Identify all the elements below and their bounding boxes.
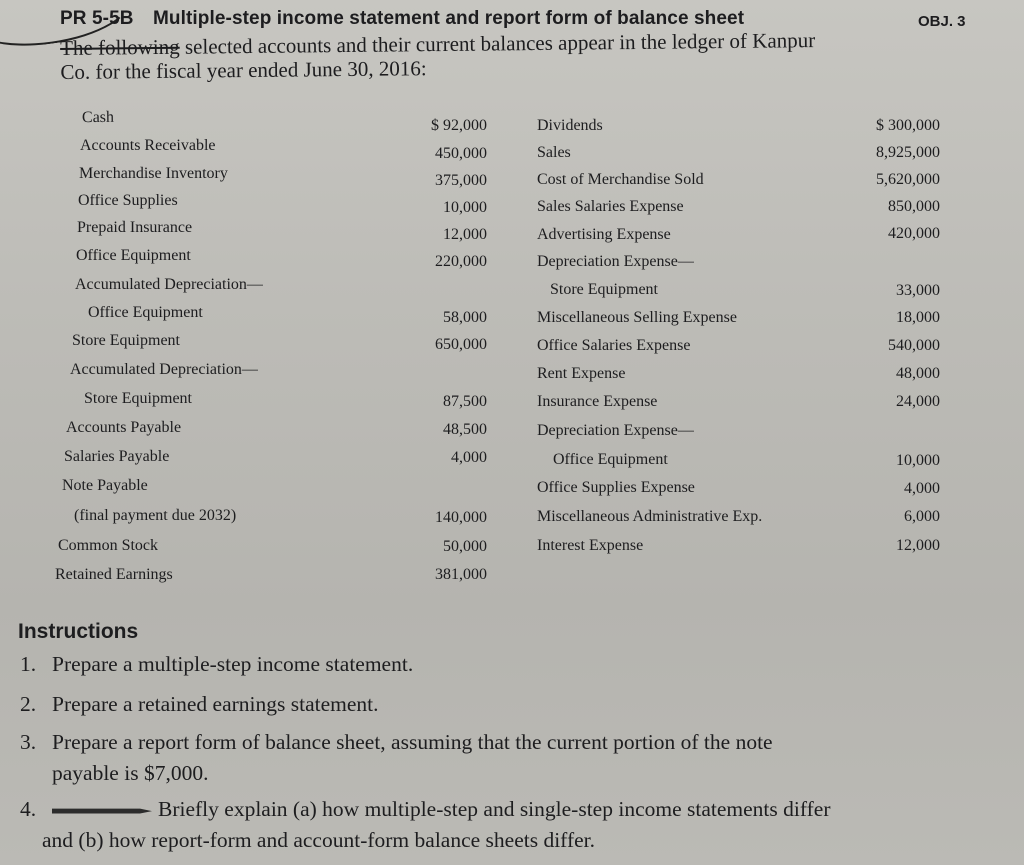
instruction-item [20,730,773,755]
left-account-name: Office Supplies [78,192,178,209]
right-account-amount: 5,620,000 [876,171,940,188]
left-account-name: (final payment due 2032) [74,507,237,524]
right-account-name: Insurance Expense [537,393,658,410]
left-account-name: Store Equipment [84,390,192,407]
instruction-number: 4. [20,797,37,821]
left-account-name: Store Equipment [72,332,180,349]
intro-struck-text: The following [60,34,180,60]
left-account-amount: 140,000 [435,509,487,526]
right-account-name: Office Salaries Expense [537,337,691,354]
left-account-name: Common Stock [58,537,159,554]
right-account-amount: 12,000 [896,537,940,554]
left-account-name: Office Equipment [88,304,203,321]
right-account-name: Dividends [537,117,603,134]
left-account-amount: 48,500 [443,421,487,438]
left-account-amount: $ 92,000 [431,117,487,134]
instructions-heading: Instructions [18,620,139,643]
intro-paragraph [60,26,1000,84]
instruction-number: 3. [20,730,37,754]
instruction-text: Prepare a multiple-step income statement. [52,652,414,676]
instruction-text: and (b) how report-form and account-form balance sheets differ. [42,828,596,852]
right-account-amount: 8,925,000 [876,144,940,161]
instruction-number: 1. [20,652,37,676]
right-account-name: Depreciation Expense— [537,422,694,439]
right-account-amount: 850,000 [888,198,940,215]
right-account-name: Miscellaneous Selling Expense [537,309,737,326]
right-account-name: Office Equipment [553,451,668,468]
right-account-name: Sales [537,144,571,161]
intro-line1-rest: selected accounts and their current balances appear in the ledger of Kanpur [179,28,816,59]
right-account-name: Sales Salaries Expense [537,198,684,215]
left-account-name: Note Payable [62,477,148,494]
instruction-item [20,692,379,717]
instruction-item [20,797,830,822]
instruction-text: Prepare a report form of balance sheet, assuming that the current portion of the note [52,730,773,754]
left-account-amount: 50,000 [443,538,487,555]
problem-title: Multiple-step income statement and report form of balance sheet [152,8,745,29]
right-account-name: Interest Expense [537,537,644,554]
instruction-text: payable is $7,000. [52,761,209,785]
left-account-name: Office Equipment [76,247,191,264]
right-account-amount: 10,000 [896,452,940,469]
right-account-amount: 18,000 [896,309,940,326]
problem-code: PR 5-5B [60,8,134,29]
right-account-amount: $ 300,000 [876,117,940,134]
left-account-amount: 10,000 [443,199,487,216]
intro-line2: Co. for the fiscal year ended June 30, 2016: [60,56,427,84]
left-account-name: Retained Earnings [55,566,173,583]
right-account-amount: 24,000 [896,393,940,410]
right-account-name: Depreciation Expense— [537,253,694,270]
instruction-text: Briefly explain (a) how multiple-step and single-step income statements differ [158,797,831,821]
left-account-amount: 375,000 [435,172,487,189]
left-account-name: Accumulated Depreciation— [75,276,263,293]
left-account-amount: 4,000 [451,449,487,466]
left-account-name: Cash [81,108,115,127]
right-account-name: Advertising Expense [537,226,671,243]
left-account-name: Accumulated Depreciation— [70,361,258,378]
left-account-amount: 220,000 [435,253,487,270]
left-account-amount: 12,000 [443,226,487,243]
highlighter-arrow-icon [52,807,152,815]
right-account-name: Store Equipment [550,281,658,298]
right-account-amount: 4,000 [904,480,940,497]
objective-label: OBJ. 3 [918,13,966,30]
left-account-amount: 87,500 [443,393,487,410]
left-account-name: Accounts Receivable [80,137,216,154]
instruction-item [20,761,208,786]
left-account-name: Prepaid Insurance [77,219,193,236]
right-account-name: Rent Expense [537,365,626,382]
left-account-name: Accounts Payable [66,419,182,436]
left-account-amount: 450,000 [435,145,487,162]
instruction-number: 2. [20,692,37,716]
right-account-amount: 540,000 [888,337,940,354]
left-account-amount: 58,000 [443,309,487,326]
instruction-text: Prepare a retained earnings statement. [52,692,379,716]
right-account-amount: 33,000 [896,282,940,299]
left-account-name: Merchandise Inventory [79,165,228,182]
instruction-item [20,652,413,677]
problem-header [60,8,744,30]
right-account-name: Miscellaneous Administrative Exp. [537,508,763,525]
right-account-amount: 48,000 [896,365,940,382]
instruction-item [20,828,595,853]
left-account-name: Salaries Payable [64,448,170,465]
right-account-amount: 6,000 [904,508,940,525]
right-account-name: Cost of Merchandise Sold [537,171,704,188]
left-account-amount: 381,000 [435,566,487,583]
left-account-amount: 650,000 [435,336,487,353]
right-account-name: Office Supplies Expense [537,479,695,496]
right-account-amount: 420,000 [888,225,940,242]
